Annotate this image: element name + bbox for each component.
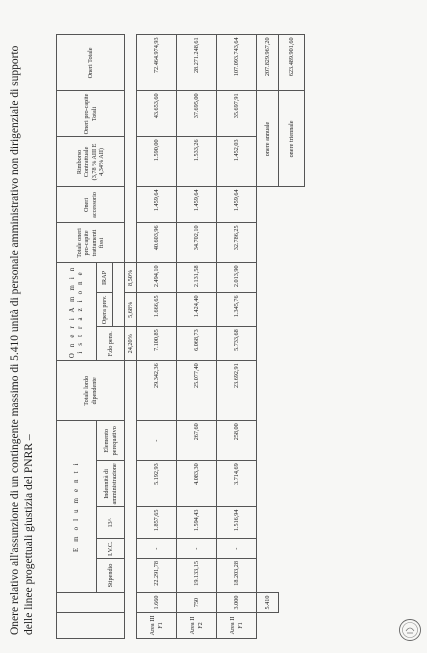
cell-fdo: 7.100,85 [137,327,177,361]
cell-totale-lordo: 29.342,36 [137,361,177,421]
document-heading: Onere relativo all'assunzione di un contingente massimo di 5.410 unità di personale amministrativo non dirigenziale di supporto delle linee progettuali giustizia del PNRR – [9,45,35,635]
cell-rimborso: 1.590,00 [137,137,177,187]
header-oneri-accessorio: Oneri accessorio [57,187,125,223]
header-opera-prev: Opera prev. [97,293,113,327]
cell-totale-lordo: 25.077,40 [177,361,217,421]
onere-annuale-label: onere annuale [257,91,279,187]
cell-rimborso: 1.452,03 [217,137,257,187]
cell-elemento: 267,60 [177,421,217,461]
cell-indennita: 5.192,93 [137,461,177,507]
cell-ivc: - [217,539,257,559]
header-irap: IRAP [97,263,113,293]
cell-totale: 28.271.248,61 [177,35,217,91]
header-oneri-procapite: Oneri pro-capite Totali [57,91,125,137]
cost-table [56,34,305,639]
cell-tot-oneri: 34.702,10 [177,223,217,263]
pct-opera: 5,68% [125,293,137,327]
header-rimborso: Rimborso Contrattuale (3,78 % AIII E 4,34% AII) [57,137,125,187]
cell-opera: 1.345,76 [217,293,257,327]
header-elemento: Elemento perequativo [97,421,125,461]
cell-fdo: 6.068,73 [177,327,217,361]
cell-procapite: 37.695,00 [177,91,217,137]
table-row [217,35,257,639]
cell-elemento: 258,00 [217,421,257,461]
cell-13: 1.594,43 [177,507,217,539]
header-stipendio: Stipendio [97,559,125,593]
header-totale-oneri: Totale oneri pro-capite trattamenti fissi [57,223,125,263]
onere-annuale-value: 207.829.967,20 [257,35,279,91]
cell-area: Area II F2 [177,613,217,639]
cell-n: 1.660 [137,593,177,613]
cell-elemento: - [137,421,177,461]
header-oneri-amministrazione: O n e r i A m m i n i s t r a z i o n e [57,263,97,361]
cell-irap: 2.131,58 [177,263,217,293]
stamp-seal-icon [398,618,422,642]
cell-irap: 2.494,10 [137,263,177,293]
onere-triennale-value: 623.489.901,60 [279,35,305,91]
cell-n: 750 [177,593,217,613]
cell-stipendio: 18.203,28 [217,559,257,593]
cell-ivc: - [137,539,177,559]
cell-accessorio: 1.459,64 [217,187,257,223]
cell-n: 3.000 [217,593,257,613]
cell-totale-lordo: 23.692,91 [217,361,257,421]
pct-irap: 8,50% [125,263,137,293]
cell-irap: 2.013,90 [217,263,257,293]
header-emolumenti: E m o l u m e n t i [57,421,97,593]
cell-accessorio: 1.459,64 [177,187,217,223]
header-indennita: Indennità di amministrazione [97,461,125,507]
cell-indennita: 3.714,69 [217,461,257,507]
cell-area: Area III F1 [137,613,177,639]
header-ivc: I.V.C. [97,539,125,559]
cell-totale: 72.464.974,93 [137,35,177,91]
header-13: 13^ [97,507,125,539]
table-row [177,35,217,639]
cell-fdo: 5.733,68 [217,327,257,361]
cell-tot-oneri: 40.603,96 [137,223,177,263]
cell-indennita: 4.083,30 [177,461,217,507]
corner-cell-n [57,593,125,613]
cell-area: Area II F1 [217,613,257,639]
cell-opera: 1.666,65 [137,293,177,327]
cell-13: 1.516,94 [217,507,257,539]
summary-row-annual [257,35,279,639]
cell-ivc: - [177,539,217,559]
cell-procapite: 43.653,60 [137,91,177,137]
table-row [137,35,177,639]
cell-rimborso: 1.533,26 [177,137,217,187]
cell-total-n: 5.410 [257,593,279,613]
cell-opera: 1.424,40 [177,293,217,327]
cell-stipendio: 19.133,15 [177,559,217,593]
onere-triennale-label: onere triennale [279,91,305,187]
header-oneri-totale: Oneri Totale [57,35,125,91]
summary-row-triennial [279,35,305,639]
cell-procapite: 35.697,91 [217,91,257,137]
cell-totale: 107.093.743,64 [217,35,257,91]
cell-accessorio: 1.459,64 [137,187,177,223]
header-totale-lordo: Totale lordo dipendente [57,361,125,421]
header-fdo-pens: F.do pens. [97,327,125,361]
cell-13: 1.857,65 [137,507,177,539]
corner-cell [57,613,125,639]
cell-tot-oneri: 32.786,25 [217,223,257,263]
pct-fdo: 24,20% [125,327,137,361]
cell-stipendio: 22.291,78 [137,559,177,593]
pct-spacer [125,421,137,639]
